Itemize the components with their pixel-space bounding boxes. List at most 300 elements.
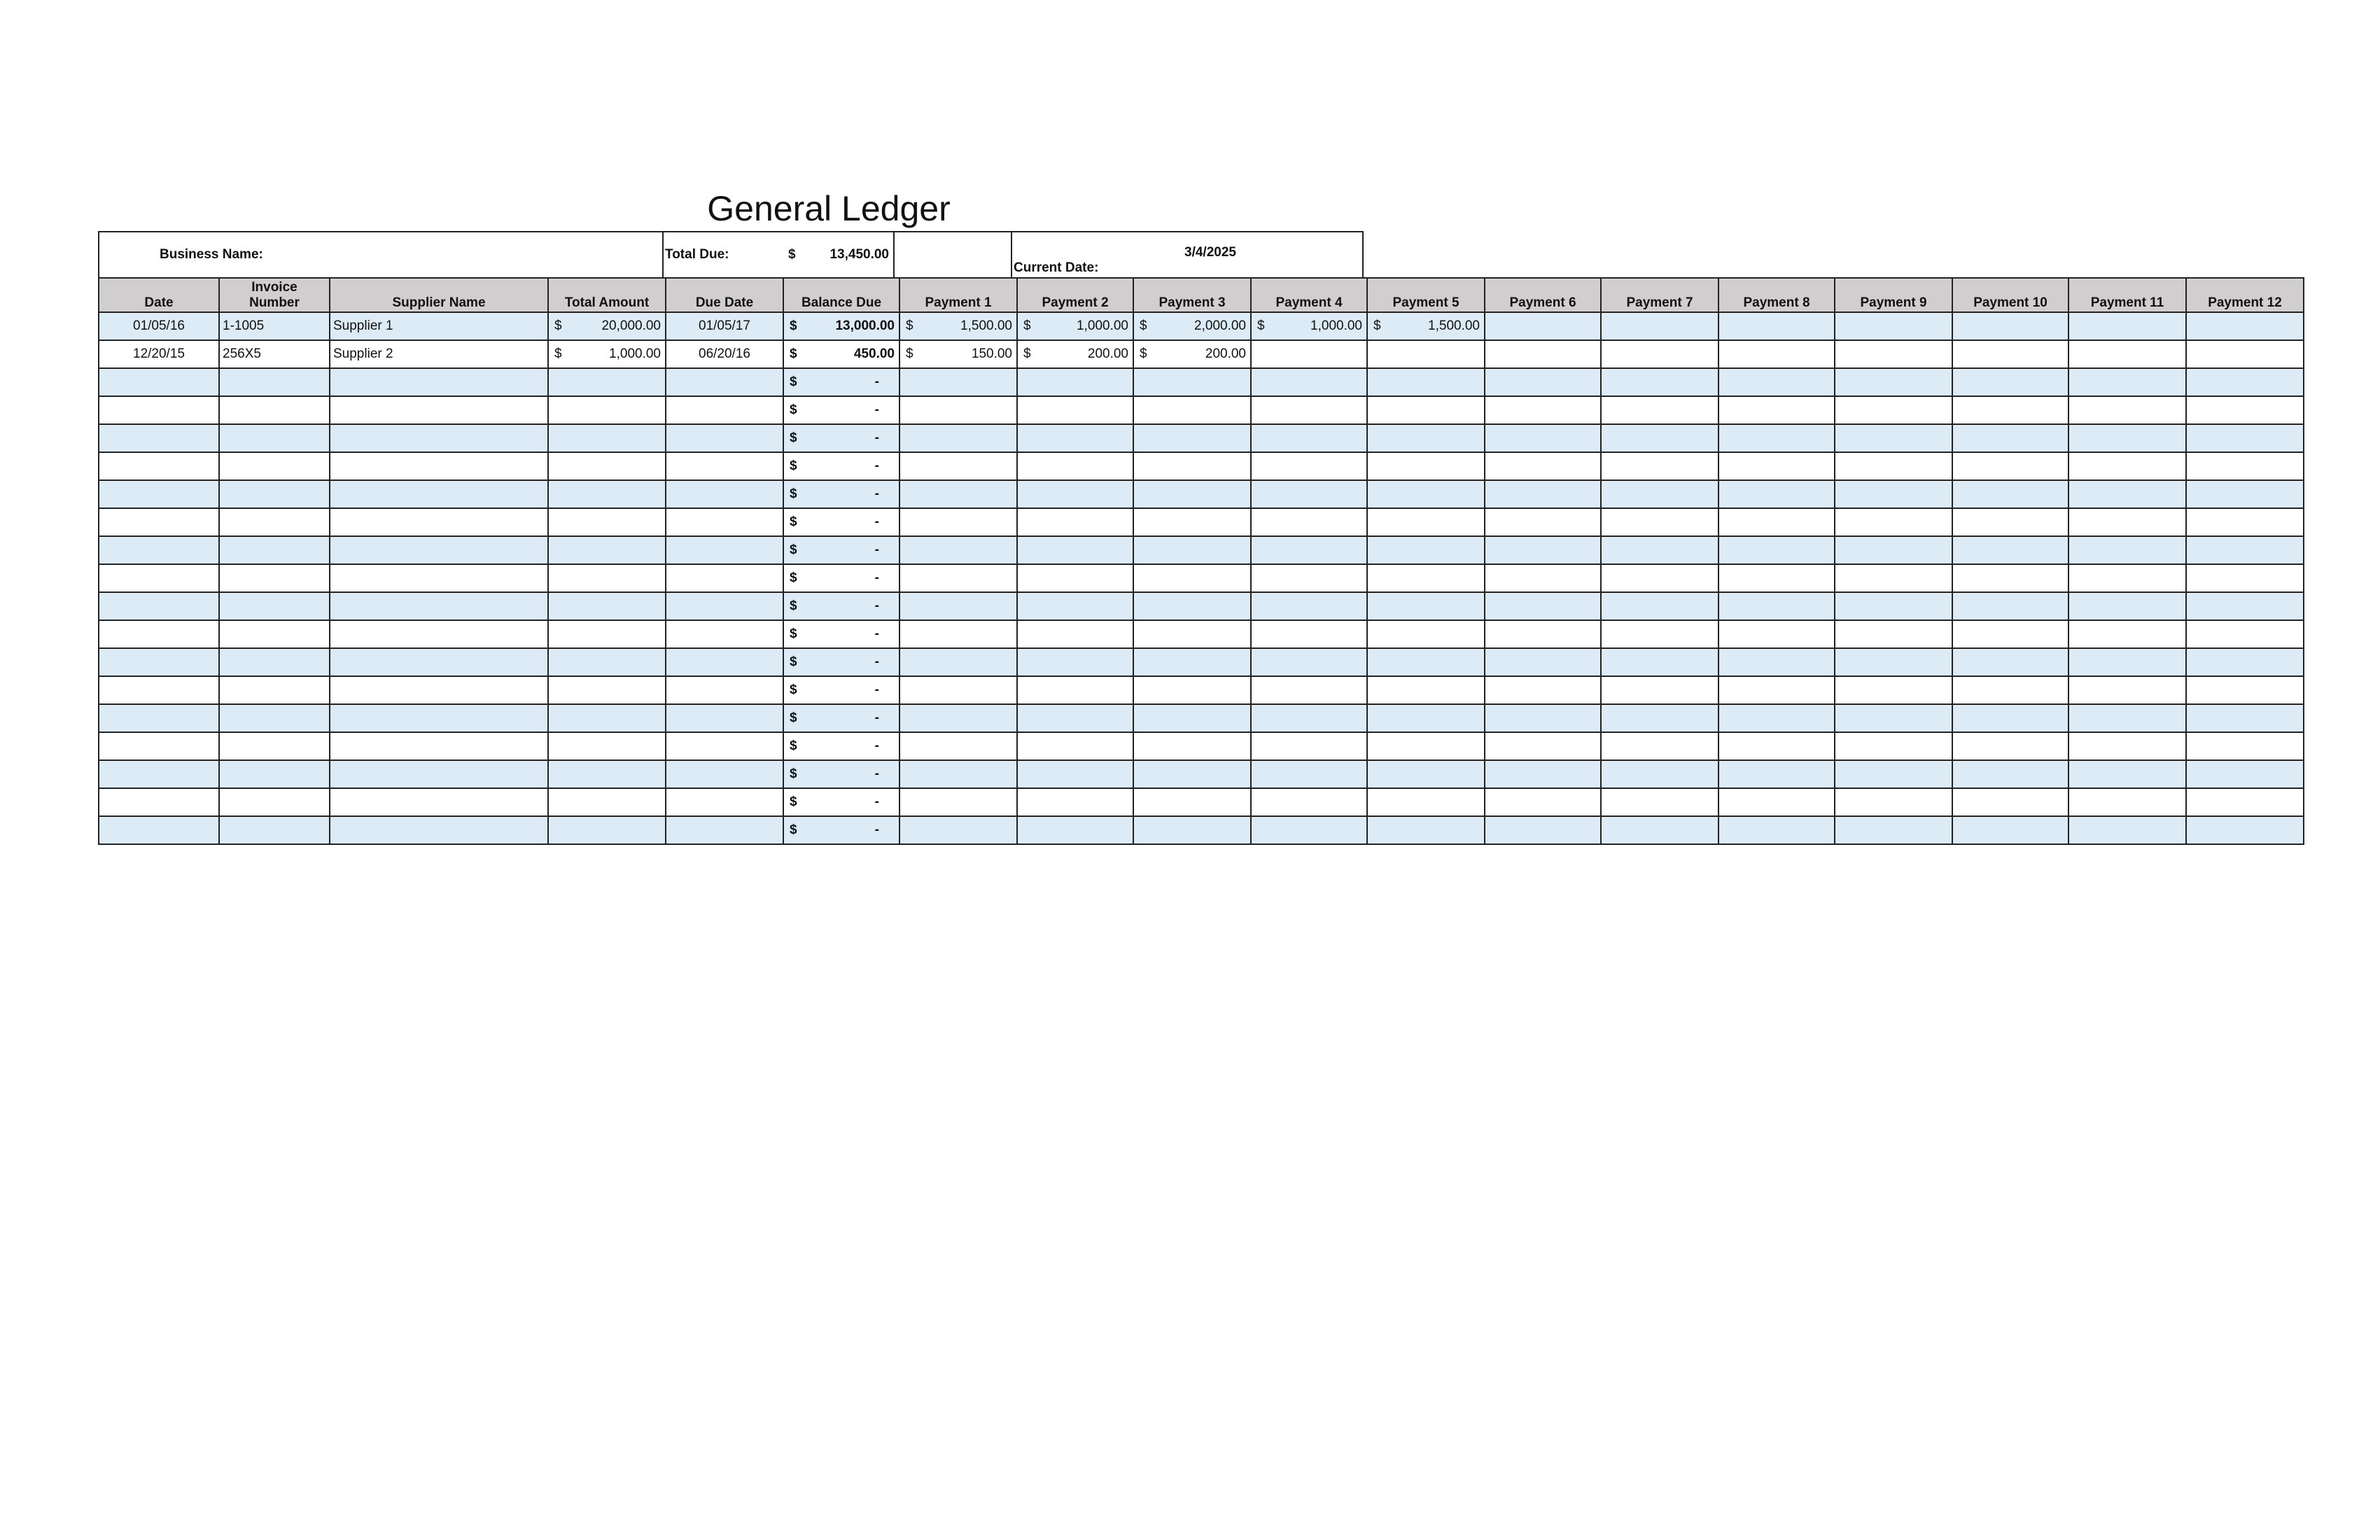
cell[interactable] [666,620,783,648]
cell[interactable] [330,760,548,788]
payment-cell[interactable] [1367,676,1485,704]
payment-cell[interactable] [1251,480,1367,508]
payment-cell[interactable] [899,816,1017,844]
money-cell[interactable] [783,732,899,760]
cell[interactable] [219,704,330,732]
payment-cell[interactable] [1835,536,1952,564]
cell[interactable] [330,424,548,452]
payment-cell[interactable] [1017,676,1133,704]
payment-cell[interactable] [1952,312,2068,340]
payment-cell[interactable] [1485,648,1601,676]
payment-cell[interactable] [1485,816,1601,844]
cell[interactable] [219,508,330,536]
payment-cell[interactable] [1835,648,1952,676]
payment-cell[interactable] [1601,676,1718,704]
payment-cell[interactable] [2186,564,2304,592]
payment-cell[interactable] [2068,312,2186,340]
cell[interactable] [330,676,548,704]
payment-cell[interactable] [1601,816,1718,844]
column-header[interactable]: Invoice Number [219,278,330,312]
cell[interactable] [219,816,330,844]
payment-cell[interactable] [1835,732,1952,760]
cell[interactable] [330,564,548,592]
payment-cell[interactable] [1952,648,2068,676]
payment-cell[interactable] [899,592,1017,620]
payment-cell[interactable] [2068,396,2186,424]
money-cell[interactable] [783,648,899,676]
payment-cell[interactable] [1601,480,1718,508]
payment-cell[interactable] [1601,648,1718,676]
payment-cell[interactable] [1251,620,1367,648]
cell[interactable] [219,368,330,396]
column-header[interactable]: Payment 1 [899,278,1017,312]
cell[interactable] [219,564,330,592]
cell[interactable] [219,536,330,564]
payment-cell[interactable] [1251,592,1367,620]
cell[interactable] [548,564,666,592]
payment-cell[interactable] [2186,704,2304,732]
payment-cell[interactable] [1367,480,1485,508]
payment-cell[interactable] [1485,592,1601,620]
money-cell[interactable] [783,424,899,452]
payment-cell[interactable] [1601,788,1718,816]
cell[interactable] [330,788,548,816]
payment-cell[interactable] [1017,816,1133,844]
payment-cell[interactable] [899,508,1017,536]
cell[interactable] [330,704,548,732]
column-header[interactable]: Payment 3 [1133,278,1251,312]
payment-cell[interactable] [1485,424,1601,452]
cell[interactable] [99,396,219,424]
cell[interactable] [99,732,219,760]
money-cell[interactable] [899,340,1017,368]
payment-cell[interactable] [1133,508,1251,536]
payment-cell[interactable] [1718,648,1835,676]
payment-cell[interactable] [1251,536,1367,564]
cell[interactable] [666,788,783,816]
payment-cell[interactable] [1601,592,1718,620]
payment-cell[interactable] [1718,592,1835,620]
cell[interactable] [99,480,219,508]
due-date-cell[interactable]: 06/20/16 [666,340,783,368]
payment-cell[interactable] [1485,396,1601,424]
payment-cell[interactable] [1835,396,1952,424]
cell[interactable] [99,816,219,844]
cell[interactable] [99,704,219,732]
cell[interactable] [548,592,666,620]
payment-cell[interactable] [899,452,1017,480]
column-header[interactable]: Due Date [666,278,783,312]
payment-cell[interactable] [1718,312,1835,340]
payment-cell[interactable] [1601,704,1718,732]
payment-cell[interactable] [1367,508,1485,536]
cell[interactable] [99,788,219,816]
cell[interactable] [666,592,783,620]
payment-cell[interactable] [2068,480,2186,508]
payment-cell[interactable] [1367,424,1485,452]
column-header[interactable]: Payment 4 [1251,278,1367,312]
payment-cell[interactable] [1367,816,1485,844]
payment-cell[interactable] [1251,508,1367,536]
payment-cell[interactable] [2068,564,2186,592]
payment-cell[interactable] [1251,396,1367,424]
money-cell[interactable] [1367,312,1485,340]
payment-cell[interactable] [1952,424,2068,452]
payment-cell[interactable] [1601,732,1718,760]
cell[interactable] [219,480,330,508]
payment-cell[interactable] [1718,424,1835,452]
payment-cell[interactable] [1835,480,1952,508]
payment-cell[interactable] [1367,648,1485,676]
payment-cell[interactable] [2186,424,2304,452]
payment-cell[interactable] [1251,452,1367,480]
payment-cell[interactable] [1251,424,1367,452]
money-cell[interactable] [783,564,899,592]
money-cell[interactable] [899,312,1017,340]
money-cell[interactable] [1133,312,1251,340]
payment-cell[interactable] [1017,480,1133,508]
payment-cell[interactable] [1835,452,1952,480]
column-header[interactable]: Payment 7 [1601,278,1718,312]
money-cell[interactable] [1017,340,1133,368]
payment-cell[interactable] [2186,620,2304,648]
cell[interactable] [548,424,666,452]
cell[interactable] [99,620,219,648]
payment-cell[interactable] [1601,508,1718,536]
money-cell[interactable] [783,816,899,844]
cell[interactable] [99,424,219,452]
payment-cell[interactable] [1133,788,1251,816]
payment-cell[interactable] [899,620,1017,648]
payment-cell[interactable] [1835,368,1952,396]
cell[interactable] [330,620,548,648]
money-cell[interactable] [783,480,899,508]
cell[interactable] [99,452,219,480]
payment-cell[interactable] [1485,676,1601,704]
payment-cell[interactable] [1367,788,1485,816]
money-cell[interactable] [1251,312,1367,340]
payment-cell[interactable] [2186,480,2304,508]
payment-cell[interactable] [1835,816,1952,844]
payment-cell[interactable] [2186,592,2304,620]
payment-cell[interactable] [2186,760,2304,788]
cell[interactable] [666,424,783,452]
payment-cell[interactable] [1251,816,1367,844]
payment-cell[interactable] [1017,564,1133,592]
payment-cell[interactable] [1718,536,1835,564]
payment-cell[interactable] [1133,452,1251,480]
total-due-cell[interactable] [664,232,895,277]
payment-cell[interactable] [1367,452,1485,480]
payment-cell[interactable] [1485,732,1601,760]
payment-cell[interactable] [1017,788,1133,816]
payment-cell[interactable] [1251,788,1367,816]
payment-cell[interactable] [1952,760,2068,788]
payment-cell[interactable] [2068,648,2186,676]
payment-cell[interactable] [2068,592,2186,620]
payment-cell[interactable] [1485,788,1601,816]
current-date-cell[interactable] [1012,232,1362,277]
column-header[interactable]: Payment 6 [1485,278,1601,312]
money-cell[interactable] [783,396,899,424]
payment-cell[interactable] [899,424,1017,452]
cell[interactable] [330,592,548,620]
cell[interactable] [99,536,219,564]
cell[interactable] [330,368,548,396]
payment-cell[interactable] [1718,564,1835,592]
cell[interactable] [548,368,666,396]
payment-cell[interactable] [1952,480,2068,508]
payment-cell[interactable] [1952,396,2068,424]
payment-cell[interactable] [1835,788,1952,816]
payment-cell[interactable] [1952,592,2068,620]
cell[interactable] [330,396,548,424]
payment-cell[interactable] [1601,396,1718,424]
payment-cell[interactable] [2068,704,2186,732]
cell[interactable] [548,676,666,704]
cell[interactable] [219,424,330,452]
cell[interactable] [219,648,330,676]
cell[interactable] [99,648,219,676]
cell[interactable] [666,564,783,592]
invoice-cell[interactable]: 1-1005 [219,312,330,340]
payment-cell[interactable] [1835,704,1952,732]
payment-cell[interactable] [1251,340,1367,368]
column-header[interactable]: Payment 11 [2068,278,2186,312]
payment-cell[interactable] [1952,508,2068,536]
payment-cell[interactable] [1601,312,1718,340]
column-header[interactable]: Payment 2 [1017,278,1133,312]
payment-cell[interactable] [1251,760,1367,788]
payment-cell[interactable] [1835,564,1952,592]
cell[interactable] [548,648,666,676]
money-cell[interactable] [783,340,899,368]
payment-cell[interactable] [1952,536,2068,564]
date-cell[interactable]: 12/20/15 [99,340,219,368]
payment-cell[interactable] [1251,704,1367,732]
payment-cell[interactable] [2186,648,2304,676]
payment-cell[interactable] [1952,676,2068,704]
payment-cell[interactable] [1835,676,1952,704]
cell[interactable] [666,536,783,564]
payment-cell[interactable] [899,676,1017,704]
payment-cell[interactable] [1835,592,1952,620]
payment-cell[interactable] [1485,536,1601,564]
cell[interactable] [666,760,783,788]
payment-cell[interactable] [1133,676,1251,704]
money-cell[interactable] [783,620,899,648]
cell[interactable] [666,676,783,704]
payment-cell[interactable] [1835,424,1952,452]
payment-cell[interactable] [899,396,1017,424]
payment-cell[interactable] [1017,592,1133,620]
cell[interactable] [666,732,783,760]
payment-cell[interactable] [1485,564,1601,592]
payment-cell[interactable] [1485,368,1601,396]
payment-cell[interactable] [1133,592,1251,620]
column-header[interactable]: Supplier Name [330,278,548,312]
cell[interactable] [219,760,330,788]
payment-cell[interactable] [1367,760,1485,788]
payment-cell[interactable] [899,564,1017,592]
blank-cell[interactable] [895,232,1012,277]
payment-cell[interactable] [1133,564,1251,592]
cell[interactable] [99,368,219,396]
payment-cell[interactable] [1952,816,2068,844]
payment-cell[interactable] [2068,732,2186,760]
payment-cell[interactable] [1718,676,1835,704]
payment-cell[interactable] [1133,368,1251,396]
money-cell[interactable] [783,536,899,564]
payment-cell[interactable] [2186,732,2304,760]
cell[interactable] [99,592,219,620]
payment-cell[interactable] [899,536,1017,564]
payment-cell[interactable] [1017,704,1133,732]
cell[interactable] [548,508,666,536]
cell[interactable] [219,676,330,704]
payment-cell[interactable] [1601,536,1718,564]
payment-cell[interactable] [1718,508,1835,536]
money-cell[interactable] [1133,340,1251,368]
cell[interactable] [219,592,330,620]
payment-cell[interactable] [899,648,1017,676]
payment-cell[interactable] [1367,368,1485,396]
payment-cell[interactable] [1718,480,1835,508]
payment-cell[interactable] [1718,788,1835,816]
payment-cell[interactable] [2186,368,2304,396]
column-header[interactable]: Payment 8 [1718,278,1835,312]
payment-cell[interactable] [1601,564,1718,592]
payment-cell[interactable] [1251,732,1367,760]
cell[interactable] [666,368,783,396]
column-header[interactable]: Payment 5 [1367,278,1485,312]
cell[interactable] [99,564,219,592]
cell[interactable] [219,396,330,424]
payment-cell[interactable] [1251,368,1367,396]
supplier-cell[interactable]: Supplier 1 [330,312,548,340]
payment-cell[interactable] [2068,816,2186,844]
payment-cell[interactable] [1133,396,1251,424]
cell[interactable] [666,816,783,844]
payment-cell[interactable] [899,788,1017,816]
payment-cell[interactable] [1952,368,2068,396]
payment-cell[interactable] [1367,732,1485,760]
payment-cell[interactable] [1133,816,1251,844]
cell[interactable] [548,816,666,844]
money-cell[interactable] [783,676,899,704]
payment-cell[interactable] [1835,340,1952,368]
payment-cell[interactable] [1601,340,1718,368]
payment-cell[interactable] [1718,396,1835,424]
payment-cell[interactable] [1367,536,1485,564]
money-cell[interactable] [1017,312,1133,340]
payment-cell[interactable] [1835,760,1952,788]
cell[interactable] [99,508,219,536]
payment-cell[interactable] [1718,620,1835,648]
payment-cell[interactable] [1485,508,1601,536]
payment-cell[interactable] [2186,536,2304,564]
payment-cell[interactable] [1367,592,1485,620]
payment-cell[interactable] [1952,732,2068,760]
money-cell[interactable] [548,340,666,368]
payment-cell[interactable] [1367,564,1485,592]
supplier-cell[interactable]: Supplier 2 [330,340,548,368]
payment-cell[interactable] [2068,424,2186,452]
money-cell[interactable] [783,760,899,788]
money-cell[interactable] [783,368,899,396]
cell[interactable] [99,760,219,788]
payment-cell[interactable] [1601,452,1718,480]
column-header[interactable]: Date [99,278,219,312]
cell[interactable] [548,788,666,816]
payment-cell[interactable] [1835,312,1952,340]
payment-cell[interactable] [1952,564,2068,592]
money-cell[interactable] [783,452,899,480]
payment-cell[interactable] [1485,620,1601,648]
payment-cell[interactable] [2186,508,2304,536]
payment-cell[interactable] [1485,312,1601,340]
payment-cell[interactable] [1133,536,1251,564]
payment-cell[interactable] [2068,676,2186,704]
cell[interactable] [219,788,330,816]
payment-cell[interactable] [1251,564,1367,592]
cell[interactable] [666,704,783,732]
payment-cell[interactable] [1133,704,1251,732]
cell[interactable] [666,480,783,508]
payment-cell[interactable] [1251,676,1367,704]
payment-cell[interactable] [1367,396,1485,424]
cell[interactable] [548,396,666,424]
payment-cell[interactable] [1718,452,1835,480]
payment-cell[interactable] [1017,508,1133,536]
cell[interactable] [548,732,666,760]
cell[interactable] [219,732,330,760]
cell[interactable] [548,620,666,648]
payment-cell[interactable] [1835,620,1952,648]
cell[interactable] [548,452,666,480]
payment-cell[interactable] [1718,368,1835,396]
column-header[interactable]: Payment 10 [1952,278,2068,312]
money-cell[interactable] [783,592,899,620]
payment-cell[interactable] [1952,452,2068,480]
cell[interactable] [666,452,783,480]
cell[interactable] [548,704,666,732]
payment-cell[interactable] [899,480,1017,508]
payment-cell[interactable] [1017,760,1133,788]
payment-cell[interactable] [899,704,1017,732]
payment-cell[interactable] [1485,340,1601,368]
payment-cell[interactable] [1133,648,1251,676]
payment-cell[interactable] [1952,704,2068,732]
due-date-cell[interactable]: 01/05/17 [666,312,783,340]
payment-cell[interactable] [1485,760,1601,788]
payment-cell[interactable] [1133,732,1251,760]
payment-cell[interactable] [2186,312,2304,340]
cell[interactable] [219,620,330,648]
business-name-cell[interactable] [99,232,664,277]
payment-cell[interactable] [2186,788,2304,816]
money-cell[interactable] [783,508,899,536]
payment-cell[interactable] [2068,760,2186,788]
payment-cell[interactable] [1835,508,1952,536]
payment-cell[interactable] [1367,620,1485,648]
payment-cell[interactable] [1017,368,1133,396]
payment-cell[interactable] [1952,620,2068,648]
column-header[interactable]: Balance Due [783,278,899,312]
column-header[interactable]: Payment 9 [1835,278,1952,312]
payment-cell[interactable] [1718,760,1835,788]
payment-cell[interactable] [2186,816,2304,844]
